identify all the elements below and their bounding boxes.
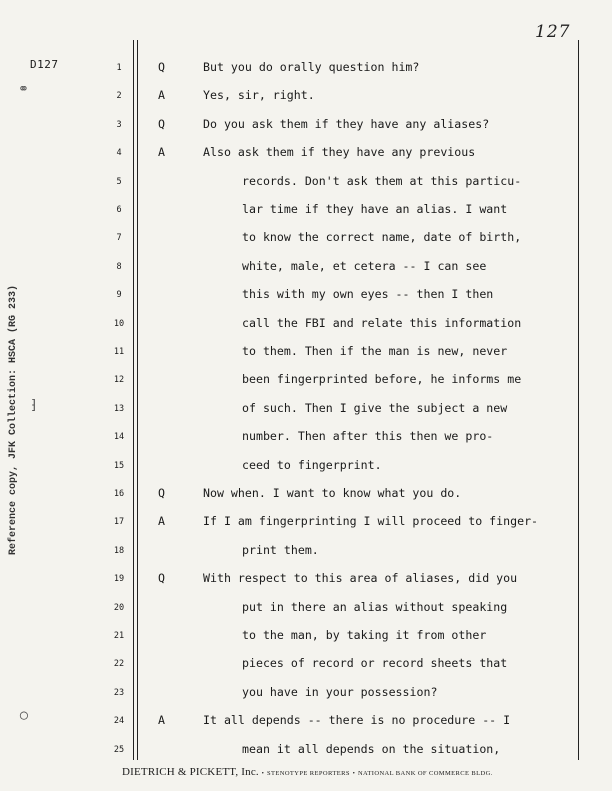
line-text: pieces of record or record sheets that	[242, 656, 508, 671]
line-text: white, male, et cetera -- I can see	[242, 258, 487, 273]
line-number: 22	[113, 659, 125, 670]
transcript-line	[0, 88, 612, 114]
line-text: this with my own eyes -- then I then	[242, 287, 494, 302]
document-id: D127	[30, 58, 59, 71]
punch-hole-mark: ⚭	[18, 82, 29, 97]
transcript-line	[0, 316, 612, 342]
footer-location: NATIONAL BANK OF COMMERCE BLDG.	[357, 770, 493, 777]
transcript-line	[0, 742, 612, 768]
line-number: 8	[116, 261, 122, 272]
line-text: mean it all depends on the situation,	[242, 741, 501, 756]
transcript-line	[0, 259, 612, 285]
footer-separator: •	[352, 770, 356, 777]
line-text: print them.	[242, 542, 319, 557]
line-text: ceed to fingerprint.	[242, 457, 382, 472]
line-number: 1	[116, 63, 122, 73]
speaker-label: A	[158, 713, 165, 728]
line-number: 23	[113, 687, 125, 698]
transcript-line	[0, 600, 612, 626]
transcript-line	[0, 656, 612, 682]
line-number: 21	[113, 631, 125, 641]
speaker-label: Q	[158, 486, 165, 500]
line-number: 9	[116, 290, 122, 301]
reporter-footer	[122, 766, 493, 778]
line-text: been fingerprinted before, he informs me	[242, 372, 522, 387]
line-number: 11	[113, 347, 125, 357]
line-text: Also ask them if they have any previous	[203, 145, 476, 160]
line-number: 20	[113, 602, 125, 613]
line-text: number. Then after this then we pro-	[242, 429, 494, 444]
transcript-line	[0, 713, 612, 739]
line-text: It all depends -- there is no procedure -- I	[203, 713, 511, 728]
transcript-line	[0, 514, 612, 540]
transcript-line	[0, 429, 612, 455]
handwritten-page-number: 127	[535, 22, 571, 42]
line-number: 14	[113, 432, 125, 443]
footer-service: STENOTYPE REPORTERS	[266, 770, 350, 777]
line-number: 6	[116, 205, 122, 215]
line-text: If I am fingerprinting I will proceed to finger-	[203, 514, 539, 529]
line-text: Yes, sir, right.	[203, 88, 315, 103]
transcript-line	[0, 287, 612, 313]
line-text: to them. Then if the man is new, never	[242, 344, 508, 358]
transcript-line	[0, 372, 612, 398]
line-text: to know the correct name, date of birth,	[242, 230, 522, 245]
speaker-label: Q	[158, 60, 165, 74]
footer-separator: •	[261, 770, 265, 777]
margin-bracket-mark: ⁆	[30, 398, 38, 413]
line-number: 18	[113, 545, 125, 556]
line-number: 5	[116, 176, 122, 187]
speaker-label: Q	[158, 571, 165, 586]
line-text: of such. Then I give the subject a new	[242, 400, 508, 415]
line-number: 24	[113, 716, 125, 727]
transcript-line	[0, 571, 612, 597]
line-number: 25	[113, 744, 125, 755]
line-number: 7	[116, 233, 122, 244]
line-number: 15	[113, 460, 125, 471]
line-number: 12	[113, 375, 125, 386]
line-number: 4	[116, 148, 122, 159]
line-number: 2	[116, 91, 122, 102]
line-text: you have in your possession?	[242, 684, 438, 699]
line-number: 19	[113, 574, 125, 585]
transcript-line	[0, 230, 612, 256]
line-text: records. Don't ask them at this particu-	[242, 173, 522, 188]
speaker-label: A	[158, 514, 165, 529]
transcript-line	[0, 145, 612, 171]
line-number: 10	[113, 318, 125, 329]
transcript-line	[0, 486, 612, 512]
transcript-line	[0, 202, 612, 228]
line-number: 3	[116, 119, 122, 130]
line-text: Now when. I want to know what you do.	[203, 486, 462, 500]
transcript-line	[0, 60, 612, 86]
speaker-label: A	[158, 88, 165, 103]
reference-copy-note: Reference copy, JFK Collection: HSCA (RG 233)	[8, 284, 19, 555]
transcript-line	[0, 117, 612, 143]
line-number: 13	[113, 403, 125, 414]
speaker-label: A	[158, 145, 165, 160]
speaker-label: Q	[158, 116, 165, 131]
line-text: to the man, by taking it from other	[242, 628, 487, 642]
transcript-line	[0, 685, 612, 711]
line-number: 16	[113, 489, 125, 499]
transcript-line	[0, 174, 612, 200]
transcript-line	[0, 628, 612, 654]
line-text: But you do orally question him?	[203, 60, 420, 74]
line-text: call the FBI and relate this information	[242, 315, 522, 330]
line-number: 17	[113, 517, 125, 528]
line-text: put in there an alias without speaking	[242, 599, 508, 614]
transcript-line	[0, 458, 612, 484]
transcript-line	[0, 543, 612, 569]
transcript-line	[0, 344, 612, 370]
line-text: With respect to this area of aliases, did you	[203, 571, 518, 586]
transcript-line	[0, 401, 612, 427]
line-text: Do you ask them if they have any aliases?	[203, 116, 490, 131]
punch-hole-mark-bottom: ◯	[20, 708, 28, 723]
line-text: lar time if they have an alias. I want	[242, 202, 508, 216]
footer-firm: DIETRICH & PICKETT, Inc.	[122, 766, 259, 778]
